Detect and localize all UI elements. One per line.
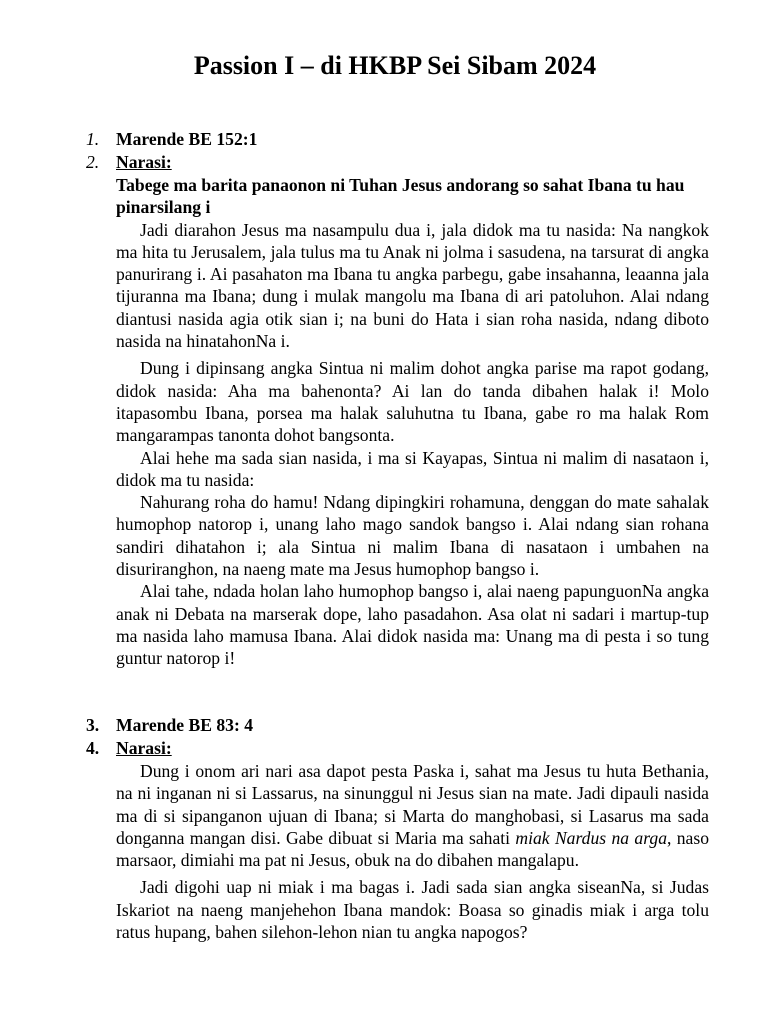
item-number: 1.: [86, 129, 100, 149]
paragraph: Jadi digohi uap ni miak i ma bagas i. Jadi sada sian angka siseanNa, si Judas Iskariot na naeng manjehehon Ibana mandok: Boasa so ginadis miak i arga tolu ratus hupang, bahen silehon-lehon nian tu angka napogos?: [116, 877, 709, 943]
page-title: Passion I – di HKBP Sei Sibam 2024: [193, 51, 597, 80]
item-label-narasi: Narasi:: [116, 738, 172, 758]
item-label-narasi: Narasi:: [116, 152, 172, 172]
paragraph: Alai tahe, ndada holan laho humophop bangso i, alai naeng papunguonNa angka anak ni Debata na marserak dope, laho pasadahon. Asa olat ni sadari i martup-tup ma nasida laho mamusa Ibana. Alai didok nasida ma: Unang ma di pesta i so tung guntur natorop i!: [116, 581, 709, 669]
item-label-song: Marende BE 152:1: [116, 129, 258, 149]
paragraph-text: , naso marsaor, dimiahi ma pat ni Jesus, obuk na do dibahen mangalapu.: [116, 827, 709, 871]
paragraph: Dung i dipinsang angka Sintua ni malim dohot angka parise ma rapot godang, didok nasida: Aha ma bahenonta? Ai lan do tanda dibahen halak i! Molo itapasombu Ibana, porsea ma halak saluhutna tu Ibana, gabe ro ma halak Rom mangarampas tanonta dohot bangsonta.: [116, 358, 709, 446]
italic-phrase: miak Nardus na arga: [515, 827, 667, 848]
paragraph: [116, 760, 709, 871]
item-number: 3.: [86, 715, 100, 735]
paragraph: Jadi diarahon Jesus ma nasampulu dua i, jala didok ma tu nasida: Na nangkok ma hita tu Jerusalem, jala tulus ma tu Anak ni jolma i sasudena, na tarsurat di angka panurirang i. Ai pasahaton ma Ibana tu angka parbegu, gabe insahanna, leaanna jala tijuranna ma Ibana; dung i mulak mangolu ma Ibana di ari patoluhon. Alai ndang diantusi nasida agia otik sian i; na buni do Hata i sian roha nasida, ndang diboto nasida na hinatahonNa i.: [116, 219, 709, 352]
narasi-subtitle: Tabege ma barita panaonon ni Tuhan Jesus andorang so sahat Ibana tu hau pinarsilang i: [116, 175, 685, 218]
narasi-section-1: [116, 174, 709, 670]
item-label-song: Marende BE 83: 4: [116, 715, 253, 735]
paragraph: Nahurang roha do hamu! Ndang dipingkiri rohamuna, denggan do mate sahalak humophop natorop i, unang laho mago sandok bangso i. Alai ndang sian rohana sandiri dihatahon i; ala Sintua ni malim Ibana di nasataon i umbahen na disuriranghon, na naeng mate ma Jesus humophop bangso i.: [116, 492, 709, 580]
item-number: 2.: [86, 152, 100, 172]
narasi-section-2: [116, 760, 709, 943]
paragraph: Alai hehe ma sada sian nasida, i ma si Kayapas, Sintua ni malim di nasataon i, didok ma tu nasida:: [116, 447, 709, 490]
item-number: 4.: [86, 738, 100, 758]
paragraph-text: Dung i onom ari nari asa dapot pesta Paska i, sahat ma Jesus tu huta Bethania, na ni inganan ni si Lassarus, na sinunggul ni Jesus sian na mate. Jadi dipauli nasida ma di si sipanganon ujuan di Ibana; si Marta do manghobasi, si Lasarus ma sada donganna mangan disi. Gabe dibuat si Maria ma sahati: [116, 761, 709, 848]
